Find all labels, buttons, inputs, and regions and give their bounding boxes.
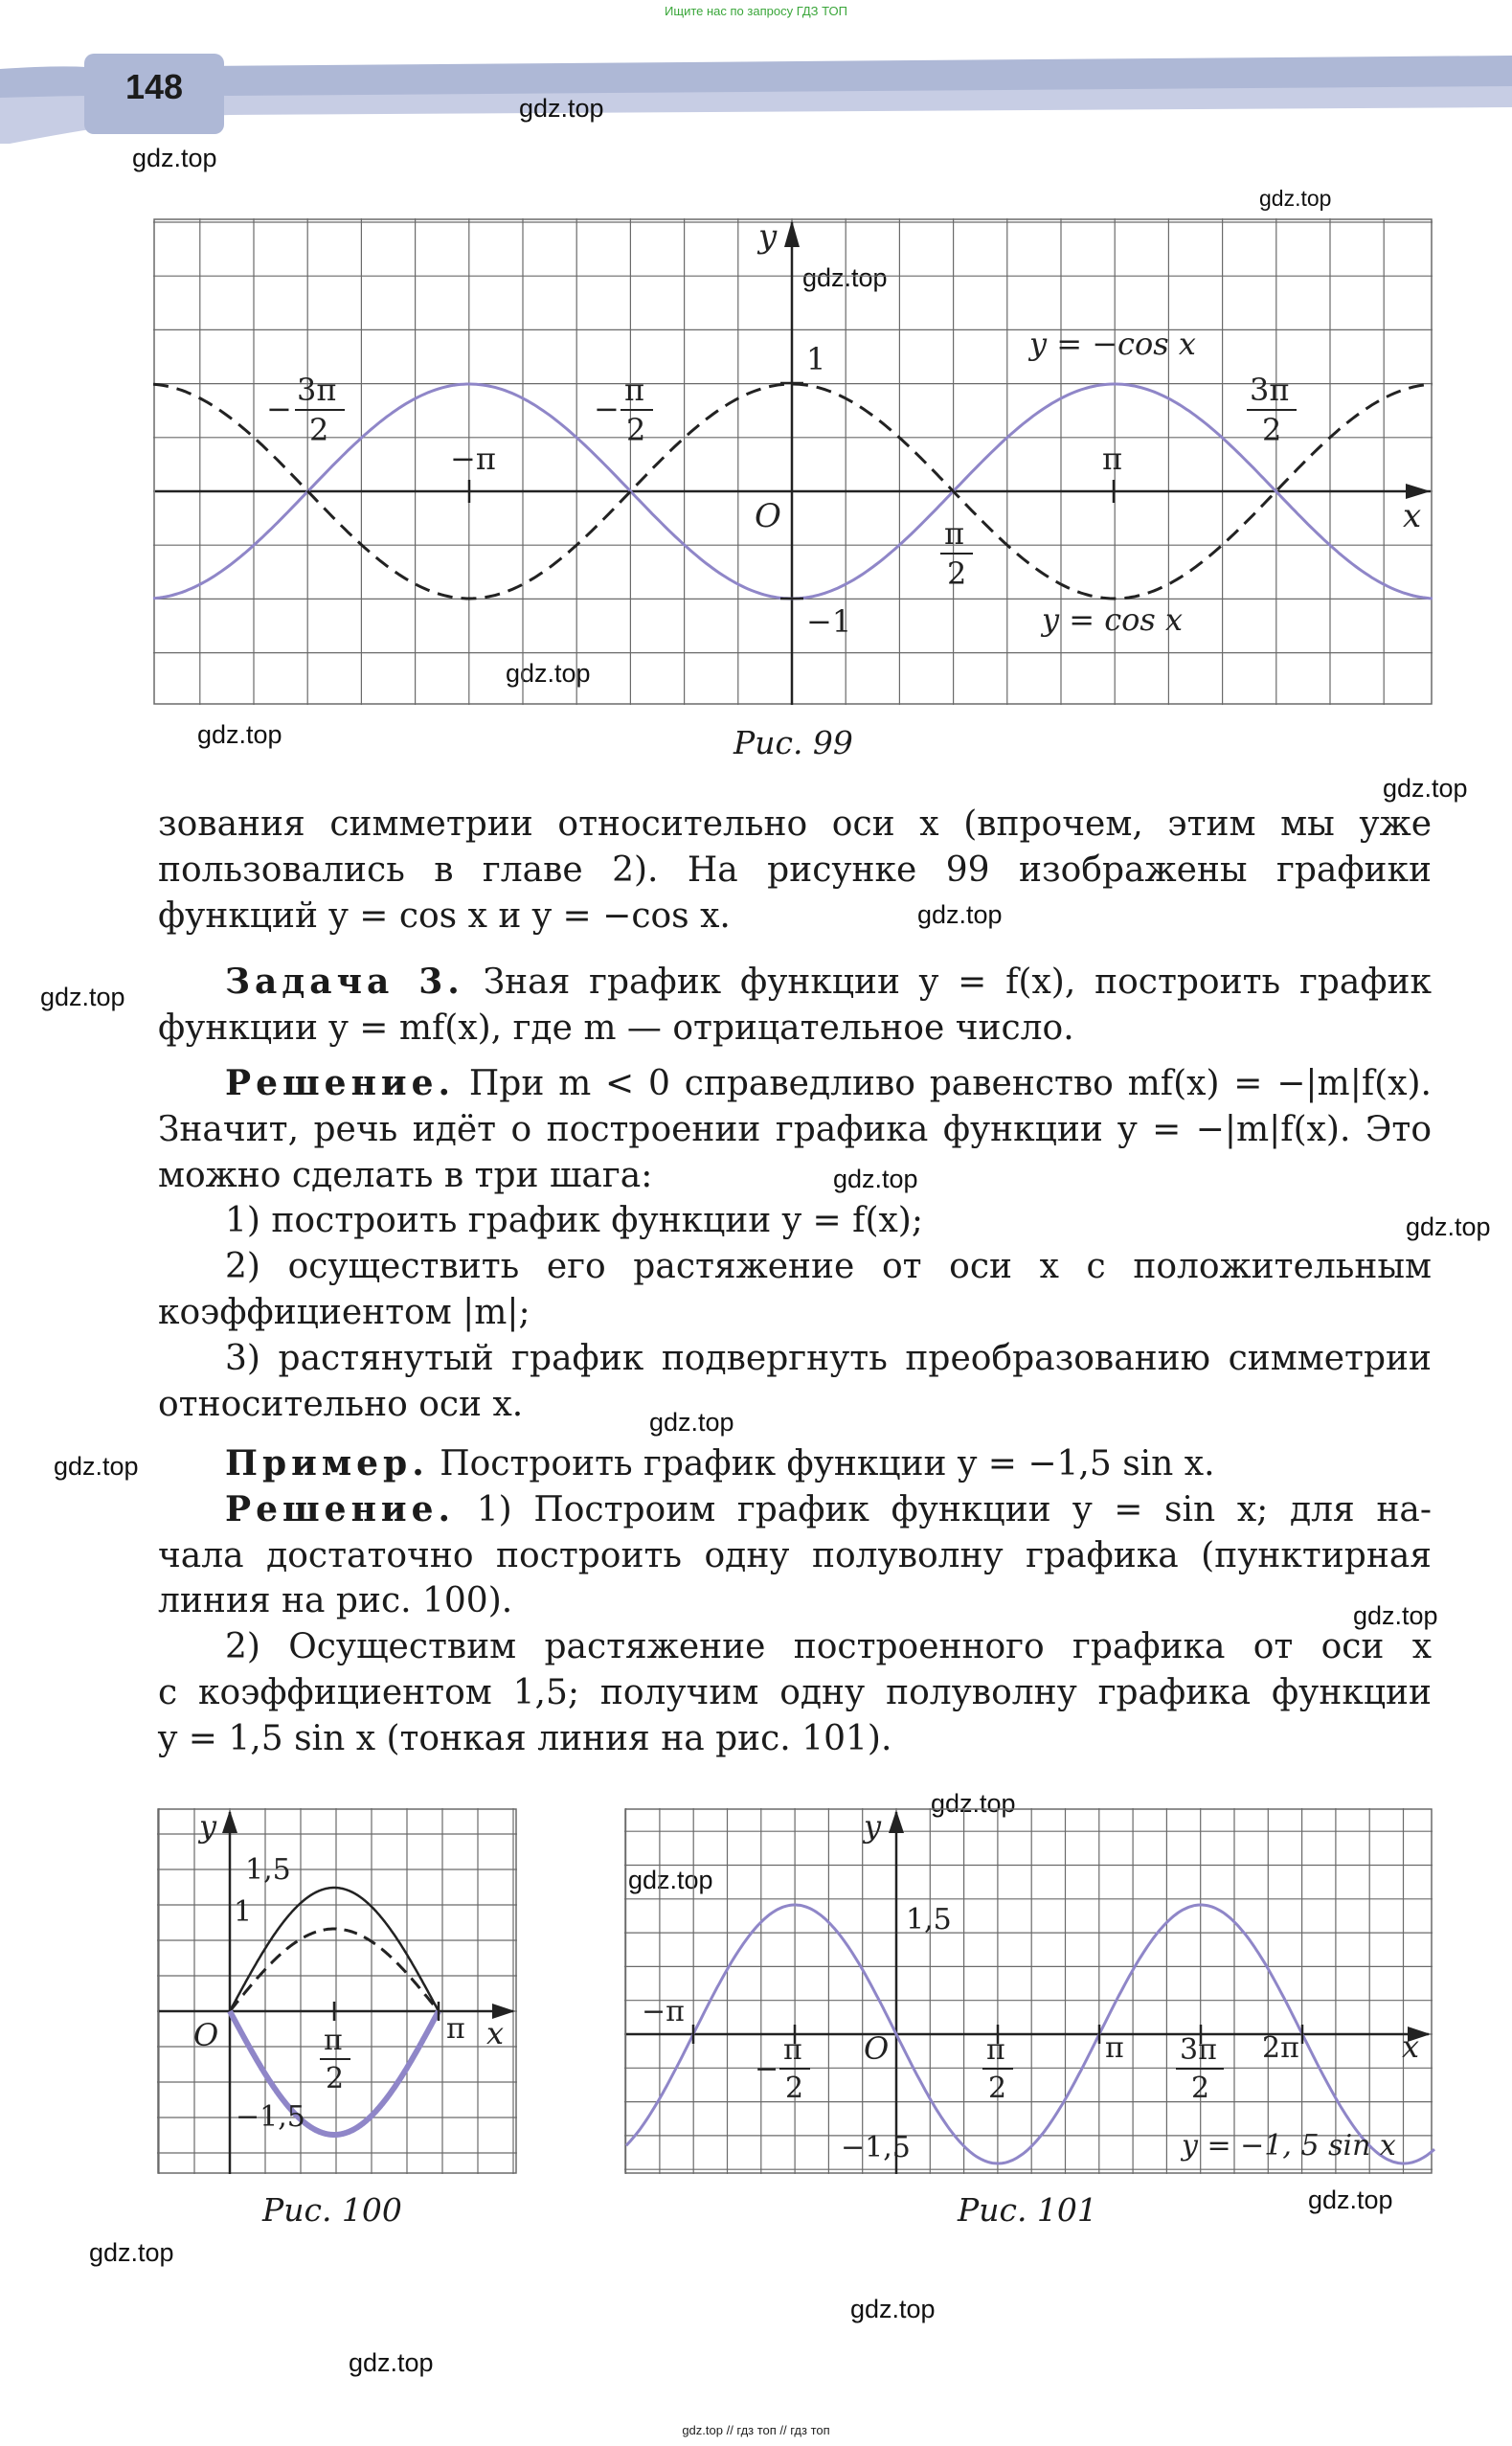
solution <box>158 1061 1432 1427</box>
grid-border <box>158 1809 516 2173</box>
svg-text:3π: 3π <box>297 372 337 408</box>
footer: gdz.top // гдз топ // гдз топ <box>682 2423 830 2437</box>
solution2-heading: Решение. <box>225 1488 456 1529</box>
cos-label: y = cos x <box>1042 601 1184 638</box>
pi-label: π <box>1105 2031 1124 2065</box>
y-axis-label: y <box>199 1808 217 1845</box>
minus-one-five-label: −1,5 <box>841 2131 911 2164</box>
origin-label: O <box>755 497 781 535</box>
watermark: gdz.top <box>802 263 888 292</box>
pi-over-2-label <box>940 515 973 592</box>
figure-100-grid <box>157 1808 517 2174</box>
y-axis-arrow <box>889 1810 904 1833</box>
three-pi-over-2-label <box>1247 372 1297 448</box>
figure-100-caption: Рис. 100 <box>262 2191 402 2229</box>
watermark: gdz.top <box>1406 1212 1491 1241</box>
svg-text:π: π <box>783 2033 802 2067</box>
solution2-text: 1) Построим график функции y = sin x; для на- <box>476 1489 1432 1529</box>
task-line: функции y = mf(x), где m — отрицательное число. <box>158 1008 1074 1048</box>
step2-line: y = 1,5 sin x (тонкая линия на рис. 101). <box>158 1718 892 1758</box>
task-line <box>158 960 1432 1006</box>
x-axis-label: x <box>1402 2028 1420 2065</box>
one-label: 1 <box>806 341 826 377</box>
neg-pi-label: −π <box>450 441 496 477</box>
two-pi-label: 2π <box>1262 2031 1299 2065</box>
watermark: gdz.top <box>197 720 282 749</box>
svg-text:−: − <box>755 2052 779 2086</box>
step-line: 2) осуществить его растяжение от оси x с положительным <box>225 1247 1432 1287</box>
example-text: Построить график функции y = −1,5 sin x. <box>440 1444 1215 1483</box>
example-heading: Пример. <box>225 1443 429 1483</box>
text-line: функций y = cos x и y = −cos x. <box>158 895 731 936</box>
svg-text:2: 2 <box>1191 2072 1210 2105</box>
grid-border <box>625 1809 1432 2173</box>
watermark: gdz.top <box>917 900 1003 929</box>
solution-line: можно сделать в три шага: <box>158 1155 653 1195</box>
watermark: gdz.top <box>132 144 217 172</box>
step-line: 1) построить график функции y = f(x); <box>225 1201 923 1241</box>
svg-text:2: 2 <box>947 555 967 592</box>
task-text: Зная график функции y = f(x), построить график <box>483 963 1432 1002</box>
figure-99 <box>153 218 1436 707</box>
watermark: gdz.top <box>40 983 125 1011</box>
figure-99-caption: Рис. 99 <box>733 724 853 761</box>
solution2-line <box>158 1487 1432 1533</box>
task-3 <box>158 960 1432 1052</box>
watermark: gdz.top <box>1308 2186 1393 2214</box>
text-line: пользовались в главе 2). На рисунке 99 изображены графики <box>158 849 1432 890</box>
page-number: 148 <box>124 67 184 106</box>
watermark: gdz.top <box>1259 186 1332 211</box>
neg-cos-label: y = −cos x <box>1029 326 1196 362</box>
example <box>158 1441 1432 1762</box>
watermark: gdz.top <box>506 659 591 688</box>
svg-text:2: 2 <box>988 2072 1007 2105</box>
y-axis-arrow <box>222 1810 237 1833</box>
svg-text:2: 2 <box>309 412 329 448</box>
pi-over-2-label <box>320 2024 350 2095</box>
text-line: зования симметрии относительно оси x (впрочем, этим мы уже <box>158 804 1432 844</box>
task-heading: Задача 3. <box>225 962 464 1002</box>
svg-text:3π: 3π <box>1180 2033 1217 2067</box>
example-line <box>158 1441 1432 1487</box>
svg-text:π: π <box>986 2033 1005 2067</box>
x-axis-label: x <box>486 2015 505 2051</box>
paragraph-symmetry <box>158 802 1432 939</box>
svg-text:2: 2 <box>1262 412 1282 448</box>
svg-text:2: 2 <box>785 2072 804 2105</box>
top-banner <box>0 0 1512 21</box>
watermark: gdz.top <box>349 2348 434 2377</box>
solution2-line: чала достаточно построить одну полуволну графика (пунктирная <box>158 1535 1432 1575</box>
watermark: gdz.top <box>833 1165 918 1193</box>
one-five-label: 1,5 <box>906 1903 952 1936</box>
figure-100 <box>157 1808 519 2176</box>
svg-text:2: 2 <box>626 412 646 448</box>
solution-line <box>158 1061 1432 1107</box>
x-axis-label: x <box>1403 497 1422 535</box>
svg-text:π: π <box>624 372 645 408</box>
step-line: относительно оси x. <box>158 1384 524 1424</box>
watermark: gdz.top <box>931 1789 1016 1818</box>
solution-line: Значит, речь идёт о построении графика функции y = −|m|f(x). Это <box>158 1109 1432 1149</box>
top-banner-text: Ищите нас по запросу ГДЗ ТОП <box>665 4 847 18</box>
watermark: gdz.top <box>54 1452 139 1481</box>
minus-one-five-label: −1,5 <box>236 2100 305 2134</box>
svg-text:−: − <box>266 391 292 427</box>
solution-text: При m < 0 справедливо равенство mf(x) = −|m|f(x). <box>468 1064 1432 1103</box>
solution-heading: Решение. <box>225 1063 456 1103</box>
figure-101-grid <box>624 1808 1433 2174</box>
watermark: gdz.top <box>850 2295 936 2323</box>
step2-line: 2) Осуществим растяжение построенного графика от оси x <box>225 1627 1432 1667</box>
y-axis-label: y <box>758 218 778 256</box>
solution2-line: линия на рис. 100). <box>158 1581 513 1621</box>
pi-over-2-label <box>982 2033 1013 2105</box>
neg-pi-over-2-label <box>755 2033 810 2105</box>
watermark: gdz.top <box>89 2238 174 2267</box>
svg-text:−: − <box>594 391 620 427</box>
minus-one-label: −1 <box>806 603 852 640</box>
step-line: коэффициентом |m|; <box>158 1292 530 1332</box>
y-axis-label: y <box>864 1808 882 1845</box>
figure-101 <box>624 1808 1436 2176</box>
svg-text:3π: 3π <box>1250 372 1290 408</box>
step2-line: с коэффициентом 1,5; получим одну полуволну графика функции <box>158 1672 1432 1712</box>
origin-label: O <box>864 2030 890 2067</box>
figure-101-caption: Рис. 101 <box>958 2191 1097 2229</box>
origin-label: O <box>193 2017 219 2053</box>
neg-pi-label: −π <box>642 1995 685 2028</box>
header-band <box>0 31 1512 144</box>
watermark: gdz.top <box>649 1408 734 1437</box>
step-line: 3) растянутый график подвергнуть преобразованию симметрии <box>225 1338 1432 1378</box>
one-five-label: 1,5 <box>245 1853 291 1887</box>
watermark: gdz.top <box>628 1866 713 1894</box>
svg-text:2: 2 <box>326 2062 345 2095</box>
three-pi-over-2-label <box>1176 2033 1224 2105</box>
watermark: gdz.top <box>1353 1601 1438 1630</box>
y-axis-arrow <box>784 220 800 247</box>
watermark: gdz.top <box>1383 774 1468 803</box>
one-label: 1 <box>234 1895 253 1929</box>
pi-label: π <box>1102 441 1123 477</box>
svg-text:π: π <box>324 2024 343 2057</box>
curve-label: y = −1, 5 sin x <box>1182 2129 1396 2163</box>
pi-label: π <box>446 2012 465 2046</box>
svg-text:π: π <box>944 515 965 552</box>
watermark: gdz.top <box>519 94 604 123</box>
